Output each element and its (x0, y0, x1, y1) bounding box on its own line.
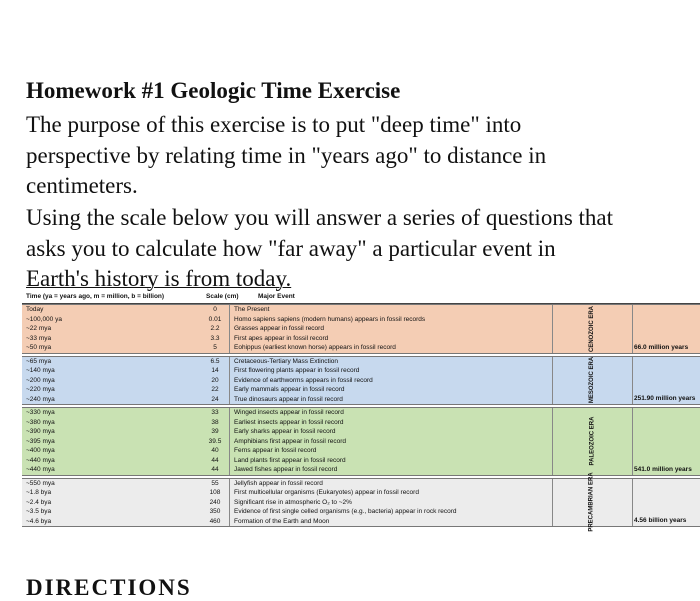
time-cell: ~50 mya (26, 344, 52, 351)
scale-cell: 350 (209, 508, 221, 515)
time-cell: ~2.4 bya (26, 498, 52, 506)
scale-cell: 240 (209, 498, 221, 506)
scale-cell: 44 (211, 466, 219, 473)
event-cell: First multicellular organisms (Eukaryotes) appear in fossil record (234, 489, 419, 496)
event-cell: Evidence of first single celled organisms (e.g., bacteria) appear in rock record (234, 508, 457, 515)
scale-cell: 0.01 (208, 315, 222, 323)
event-cell: Grasses appear in fossil record (234, 325, 324, 332)
instructions-paragraph (26, 203, 700, 295)
purpose-paragraph (26, 110, 700, 202)
scale-cell: 39 (211, 428, 219, 435)
time-cell: ~240 mya (26, 395, 55, 403)
column-divider (229, 357, 230, 405)
scale-cell: 5 (213, 344, 217, 351)
era-name: CENOZOIC ERA (588, 305, 595, 352)
header-scale: Scale (cm) (206, 293, 239, 300)
column-divider (632, 305, 633, 353)
time-cell: ~440 mya (26, 456, 55, 464)
event-cell: Eohippus (earliest known horse) appears in fossil record (234, 344, 396, 351)
time-cell: ~400 mya (26, 447, 55, 454)
era-label (552, 408, 632, 475)
scale-cell: 24 (211, 395, 219, 403)
document-title: Homework #1 Geologic Time Exercise (26, 78, 401, 103)
time-cell: ~140 mya (26, 367, 55, 374)
table-body (22, 304, 700, 532)
instructions-line-2: asks you to calculate how "far away" a particular event in (26, 235, 556, 261)
era-name: MESOZOIC ERA (589, 357, 595, 404)
time-cell: ~22 mya (26, 325, 52, 332)
geologic-time-table (22, 292, 700, 532)
era-band (22, 356, 700, 406)
purpose-line-3: centimeters. (26, 173, 138, 198)
era-label (552, 472, 632, 532)
scale-cell: 38 (211, 418, 219, 426)
time-cell: ~200 mya (26, 376, 55, 384)
time-cell: ~3.5 bya (26, 508, 52, 515)
time-cell: ~380 mya (26, 418, 55, 426)
purpose-line-2: perspective by relating time in "years ago" to distance in (26, 142, 547, 168)
era-duration: 541.0 million years (634, 465, 692, 473)
event-cell: Ferns appear in fossil record (234, 447, 317, 454)
instructions-line-1: Using the scale below you will answer a series of questions that (26, 205, 614, 230)
era-label (552, 305, 632, 353)
column-divider (632, 479, 633, 527)
event-cell: Amphibians first appear in fossil record (234, 437, 346, 445)
time-cell: ~220 mya (26, 386, 55, 393)
time-cell: ~390 mya (26, 428, 55, 435)
event-cell: Cretaceous-Tertiary Mass Extinction (234, 357, 339, 365)
scale-cell: 22 (211, 386, 219, 393)
event-cell: First flowering plants appear in fossil record (234, 367, 360, 374)
era-band (22, 304, 700, 354)
scale-cell: 0 (213, 306, 217, 313)
era-name: PALEOZOIC ERA (588, 416, 595, 466)
time-cell: Today (26, 306, 44, 313)
time-cell: ~330 mya (26, 409, 55, 416)
column-divider (229, 479, 230, 527)
event-cell: Winged insects appear in fossil record (234, 409, 344, 416)
purpose-line-1: The purpose of this exercise is to put "deep time" into (26, 112, 522, 137)
table-header-row (22, 292, 700, 304)
scale-cell: 14 (211, 367, 219, 374)
column-divider (229, 408, 230, 475)
event-cell: The Present (234, 306, 270, 313)
event-cell: First apes appear in fossil record (234, 334, 329, 342)
time-cell: ~65 mya (26, 357, 52, 365)
event-cell: True dinosaurs appear in fossil record (234, 395, 343, 403)
header-time: Time (ya = years ago, m = million, b = billion) (26, 293, 165, 300)
scale-cell: 3.3 (210, 334, 220, 342)
event-cell: Evidence of earthworms appears in fossil record (234, 376, 373, 384)
era-band (22, 472, 700, 532)
scale-cell: 2.2 (210, 325, 220, 332)
time-cell: ~1.8 bya (26, 489, 52, 496)
event-cell: Formation of the Earth and Moon (234, 517, 330, 525)
event-cell: Jawed fishes appear in fossil record (234, 466, 338, 473)
column-divider (229, 305, 230, 353)
time-cell: ~395 mya (26, 437, 55, 445)
era-label (552, 357, 632, 405)
scale-cell: 40 (211, 447, 219, 454)
time-cell: ~550 mya (26, 479, 55, 487)
event-cell: Earliest insects appear in fossil record (234, 418, 344, 426)
scale-cell: 20 (211, 376, 219, 384)
header-event: Major Event (258, 293, 295, 300)
time-cell: ~33 mya (26, 334, 52, 342)
column-divider (632, 408, 633, 475)
scale-cell: 39.5 (208, 437, 222, 445)
instructions-line-3: Earth's history is from today. (26, 266, 292, 291)
era-duration: 66.0 million years (634, 343, 689, 351)
scale-cell: 108 (209, 489, 221, 496)
time-cell: ~4.6 bya (26, 517, 52, 525)
directions-heading: DIRECTIONS (26, 575, 192, 600)
event-cell: Land plants first appear in fossil record (234, 456, 346, 464)
event-cell: Homo sapiens sapiens (modern humans) appears in fossil records (234, 315, 426, 323)
scale-cell: 460 (209, 517, 221, 525)
era-band (22, 407, 700, 476)
scale-cell: 44 (211, 456, 219, 464)
era-duration: 251.90 million years (634, 395, 696, 402)
event-cell: Significant rise in atmospheric O₂ to ~2% (234, 498, 352, 506)
era-duration: 4.56 billion years (634, 517, 687, 524)
era-name: PRECAMBRIAN ERA (589, 472, 595, 532)
event-cell: Early mammals appear in fossil record (234, 386, 345, 393)
scale-cell: 33 (211, 409, 219, 416)
column-divider (632, 357, 633, 405)
scale-cell: 6.5 (210, 357, 220, 365)
scale-cell: 55 (211, 479, 219, 487)
time-cell: ~440 mya (26, 466, 55, 473)
time-cell: ~100,000 ya (26, 315, 62, 323)
event-cell: Early sharks appear in fossil record (234, 428, 336, 435)
event-cell: Jellyfish appear in fossil record (234, 479, 323, 487)
